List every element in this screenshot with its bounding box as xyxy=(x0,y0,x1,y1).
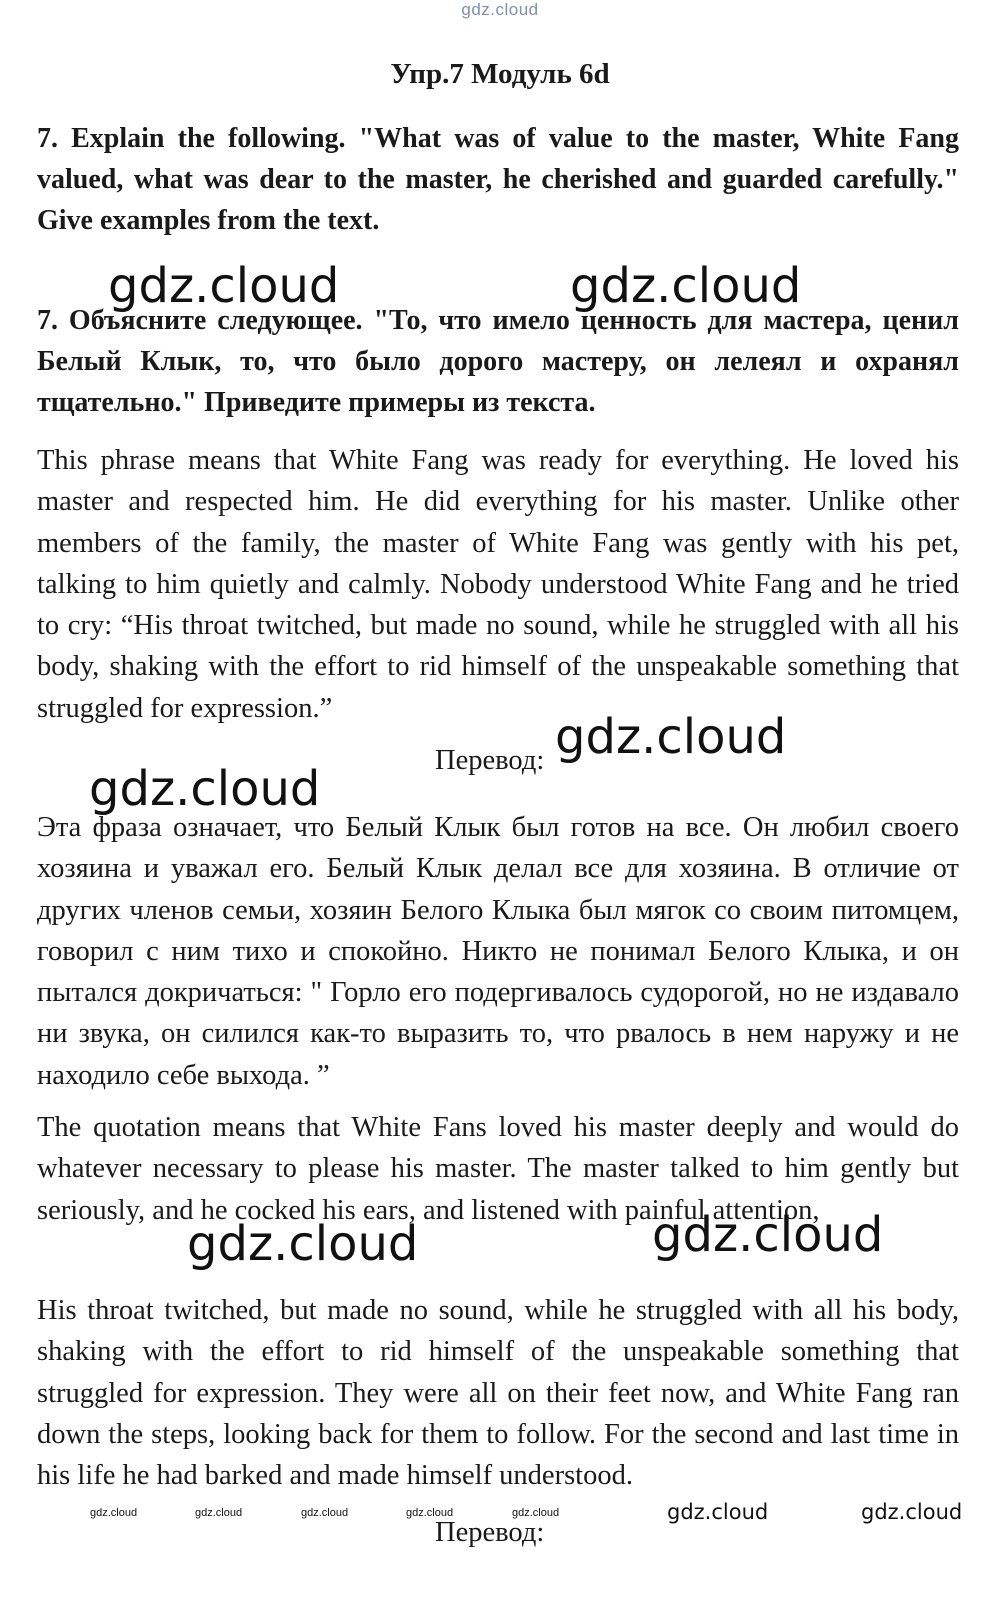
answer-1-english: This phrase means that White Fang was ready for everything. He loved his master and respected him. He did everything for his master. Unlike other members of the family, the master of White Fang was gently with his pet, talking to him quietly and calmly. Nobody understood White Fang and he tried to cry: “His throat twitched, but made no sound, while he struggled with all his body, shaking with the effort to rid himself of the unspeakable something that struggled for expression.” xyxy=(37,445,959,724)
watermark: gdz.cloud xyxy=(570,258,802,314)
translation-label-2: Перевод: xyxy=(435,1517,545,1548)
watermark: gdz.cloud xyxy=(187,1216,419,1272)
page-title: Упр.7 Модуль 6d xyxy=(390,58,610,90)
watermark: gdz.cloud xyxy=(861,1500,963,1524)
top-watermark: gdz.cloud xyxy=(461,0,539,19)
answer-1-russian: Эта фраза означает, что Белый Клык был готов на все. Он любил своего хозяина и уважал его. Белый Клык делал все для хозяина. В отличие от других членов семьи, хозяин Белого Клыка был мягок со своим питомцем, говорил с ним тихо и спокойно. Никто не понимал Белого Клыка, и он пытался докричаться: " Горло его подергивалось судорогой, но не издавало ни звука, он силился как-то выразить то, что рвалось в нем наружу и не находило себе выхода. ” xyxy=(37,812,959,1091)
watermark: gdz.cloud xyxy=(406,1507,454,1519)
watermark: gdz.cloud xyxy=(195,1507,243,1519)
watermark: gdz.cloud xyxy=(90,1507,138,1519)
translation-label-1: Перевод: xyxy=(435,745,545,776)
task-russian: 7. Объясните следующее. "То, что имело ценность для мастера, ценил Белый Клык, то, что было дорого мастеру, он лелеял и охранял тщательно." Приведите примеры из текста. xyxy=(37,305,959,418)
watermark: gdz.cloud xyxy=(89,761,321,817)
watermark: gdz.cloud xyxy=(108,258,340,314)
answer-2-english-part-1: The quotation means that White Fans loved his master deeply and would do whatever necessary to please his master. The master talked to him gently but seriously, and he cocked his ears, and listened with painful attention, xyxy=(37,1112,959,1226)
watermark: gdz.cloud xyxy=(652,1207,884,1263)
watermark: gdz.cloud xyxy=(512,1507,560,1519)
task-english: 7. Explain the following. "What was of value to the master, White Fang valued, what was dear to the master, he cherished and guarded carefully." Give examples from the text. xyxy=(37,123,959,236)
watermark: gdz.cloud xyxy=(667,1500,769,1524)
watermark: gdz.cloud xyxy=(301,1507,349,1519)
answer-2-english-part-2: His throat twitched, but made no sound, while he struggled with all his body, shaking with the effort to rid himself of the unspeakable something that struggled for expression. They were all on their feet now, and White Fang ran down the steps, looking back for them to follow. For the second and last time in his life he had barked and made himself understood. xyxy=(37,1295,959,1492)
watermark: gdz.cloud xyxy=(555,709,787,765)
